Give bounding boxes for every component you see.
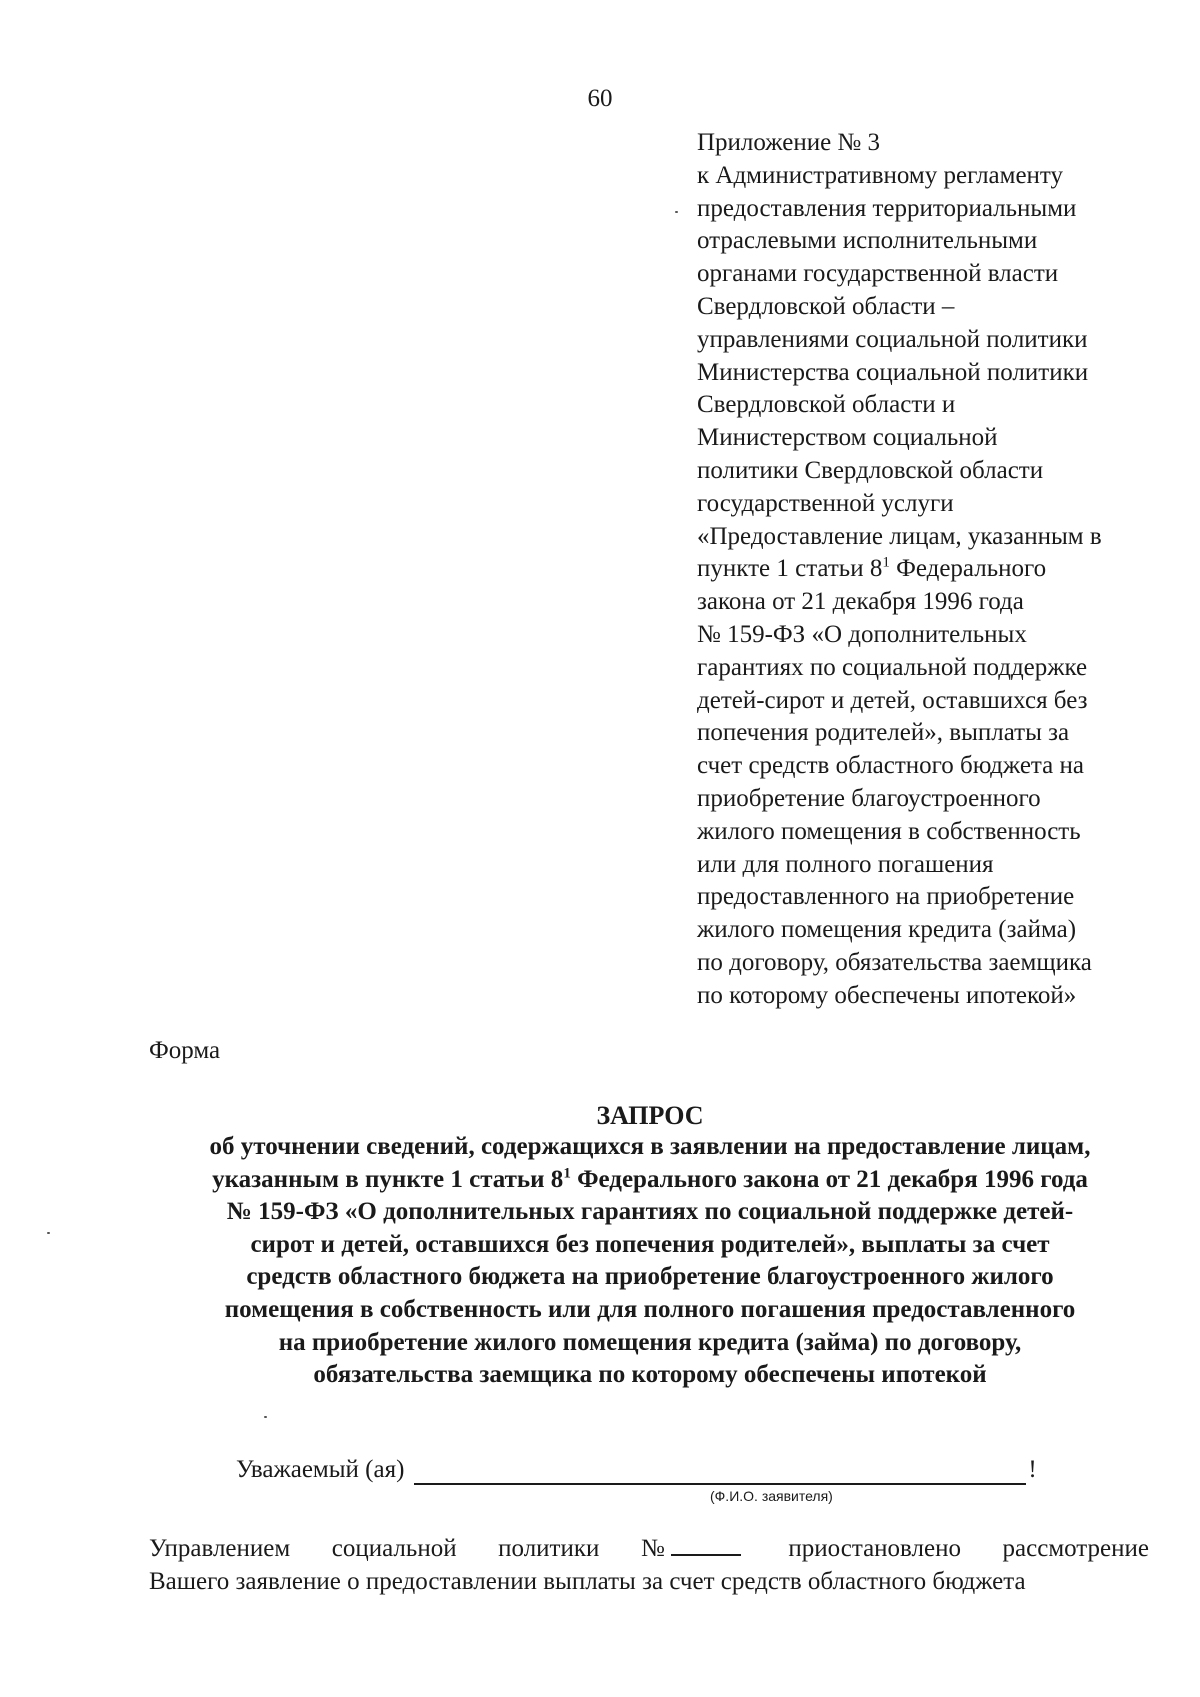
appendix-line: закона от 21 декабря 1996 года — [697, 588, 1024, 616]
appendix-line: предоставленного на приобретение — [697, 883, 1075, 911]
body-word: № — [640, 1535, 665, 1562]
body-line-1 — [149, 1532, 1149, 1565]
subtitle-line: помещения в собственность или для полного погашения предоставленного — [224, 1295, 1076, 1323]
subtitle-line: сирот и детей, оставшихся без попечения родителей», выплаты за счет — [250, 1230, 1050, 1258]
greeting-exclamation: ! — [1028, 1456, 1037, 1483]
subtitle-line: об уточнении сведений, содержащихся в заявлении на предоставление лицам, — [209, 1133, 1091, 1160]
appendix-line: по договору, обязательства заемщика — [697, 948, 1092, 976]
appendix-line: «Предоставление лицам, указанным в — [697, 522, 1102, 550]
body-line-2: Вашего заявление о предоставлении выплаты за счет средств областного бюджета — [149, 1568, 1026, 1595]
appendix-line: предоставления территориальными — [697, 194, 1077, 222]
subtitle-text: указанным в пункте 1 статьи 8 — [212, 1165, 564, 1193]
appendix-line: Приложение № 3 — [697, 129, 881, 156]
scan-speck — [675, 211, 678, 213]
appendix-line: Министерства социальной политики — [697, 358, 1089, 386]
appendix-line: или для полного погашения — [697, 850, 994, 878]
document-title: ЗАПРОС — [596, 1101, 704, 1130]
body-word: социальной — [331, 1535, 457, 1562]
appendix-line: государственной услуги — [697, 489, 954, 517]
scan-speck — [264, 1416, 267, 1418]
greeting-label: Уважаемый (ая) — [236, 1456, 405, 1483]
subtitle-line: обязательства заемщика по которому обеспечены ипотекой — [313, 1361, 987, 1389]
appendix-line: политики Свердловской области — [697, 456, 1044, 484]
greeting-line — [236, 1455, 1037, 1485]
appendix-text: Федерального — [889, 555, 1047, 583]
appendix-line — [697, 553, 1177, 586]
body-word: приостановлено — [788, 1535, 961, 1562]
body-word: Управлением — [149, 1535, 291, 1562]
body-number-group — [641, 1532, 747, 1565]
appendix-line: Министерством социальной — [697, 424, 998, 452]
appendix-line: счет средств областного бюджета на — [697, 752, 1084, 780]
appendix-text: пункте 1 статьи 8 — [697, 555, 883, 583]
appendix-line: по которому обеспечены ипотекой» — [697, 981, 1077, 1009]
appendix-line: приобретение благоустроенного — [697, 784, 1041, 812]
body-word: политики — [498, 1535, 600, 1562]
form-label: Форма — [149, 1037, 221, 1064]
appendix-line: детей-сирот и детей, оставшихся без — [697, 686, 1088, 714]
scan-speck — [47, 1232, 50, 1234]
applicant-name-blank — [414, 1459, 1026, 1485]
appendix-line: отраслевыми исполнительными — [697, 227, 1038, 255]
subtitle-line: средств областного бюджета на приобретение благоустроенного жилого — [246, 1263, 1054, 1291]
document-subtitle — [140, 1131, 1160, 1392]
body-paragraph — [149, 1532, 1149, 1598]
appendix-line: к Административному регламенту — [697, 161, 1064, 189]
appendix-line: попечения родителей», выплаты за — [697, 719, 1070, 747]
appendix-line: органами государственной власти — [697, 260, 1059, 288]
subtitle-line: № 159-ФЗ «О дополнительных гарантиях по социальной поддержке детей- — [226, 1198, 1074, 1226]
department-number-blank — [671, 1532, 741, 1556]
subtitle-line: на приобретение жилого помещения кредита (займа) по договору, — [278, 1328, 1022, 1356]
page-number: 60 — [587, 85, 613, 112]
body-word: рассмотрение — [1002, 1535, 1149, 1562]
appendix-line: жилого помещения кредита (займа) — [697, 916, 1077, 944]
subtitle-line — [140, 1164, 1160, 1197]
appendix-line: жилого помещения в собственность — [697, 817, 1081, 845]
subtitle-text: Федерального закона от 21 декабря 1996 года — [570, 1165, 1088, 1193]
appendix-block — [697, 127, 1177, 1013]
appendix-line: гарантиях по социальной поддержке — [697, 653, 1088, 681]
appendix-superscript: 1 — [882, 555, 890, 572]
appendix-line: Свердловской области – — [697, 292, 955, 320]
subtitle-superscript: 1 — [563, 1165, 571, 1182]
appendix-line: управлениями социальной политики — [697, 325, 1088, 353]
applicant-name-hint: (Ф.И.О. заявителя) — [710, 1488, 833, 1504]
appendix-line: Свердловской области и — [697, 391, 956, 419]
appendix-line: № 159-ФЗ «О дополнительных — [697, 620, 1027, 648]
